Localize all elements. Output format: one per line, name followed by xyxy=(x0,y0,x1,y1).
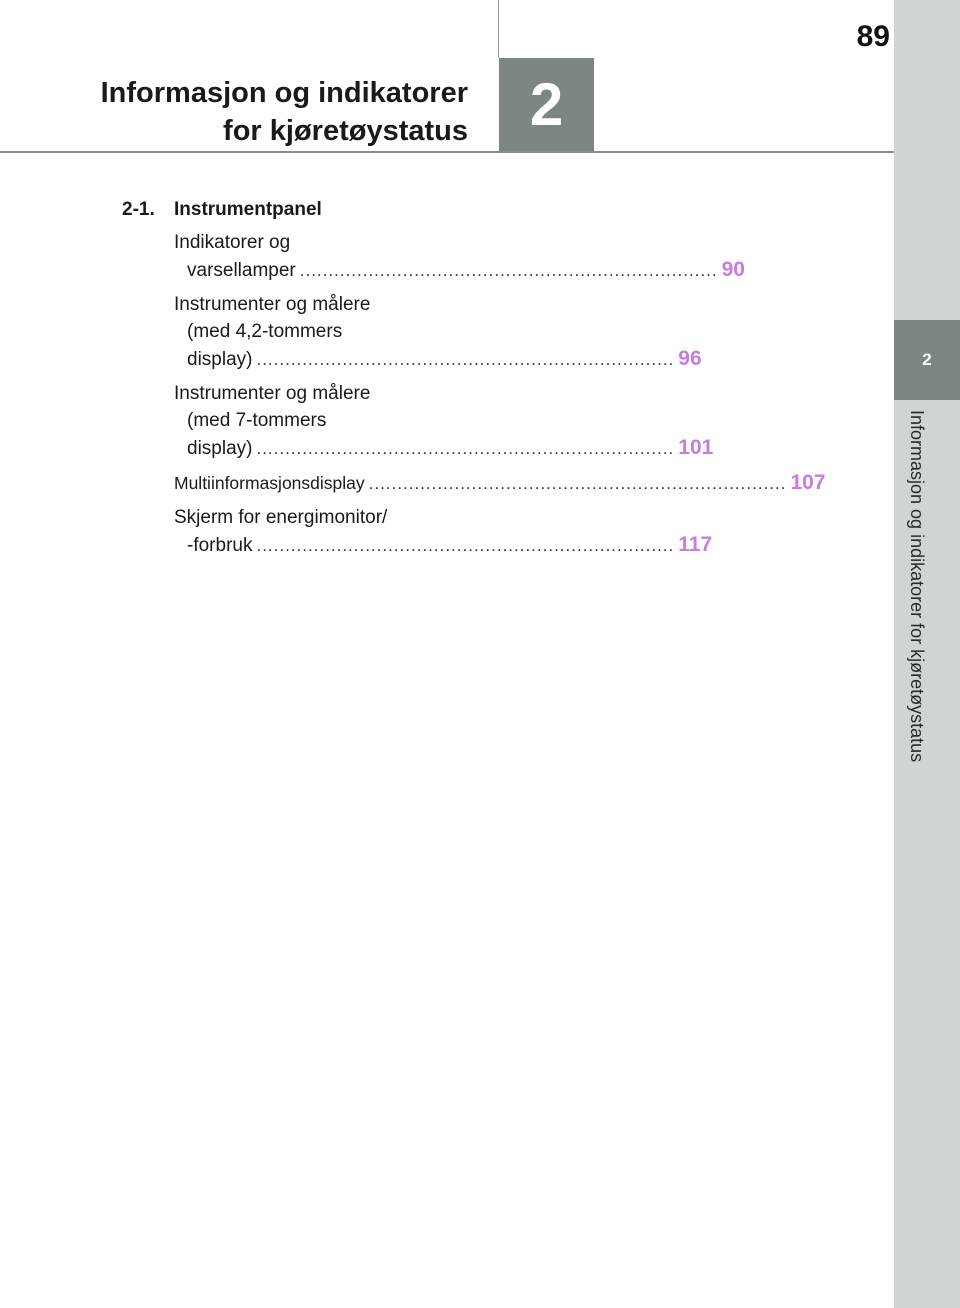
section-number: 2-1. xyxy=(122,199,155,220)
toc-page-ref[interactable]: 90 xyxy=(721,258,745,281)
toc-page-ref[interactable]: 96 xyxy=(678,347,702,370)
toc-entry-last-line xyxy=(174,434,714,462)
dot-leader: ......................................................................... xyxy=(256,439,675,458)
toc-entry-gauges-4-2[interactable] xyxy=(174,291,702,373)
side-tab-chapter-title: Informasjon og indikatorer for kjøretøystatus xyxy=(907,410,927,763)
toc-entry-gauges-7[interactable] xyxy=(174,380,714,462)
toc-entry-last-line xyxy=(174,469,826,497)
dot-leader: ......................................................................... xyxy=(256,350,675,369)
toc-entry-last-line xyxy=(174,531,713,559)
toc-entry-label: display) xyxy=(187,438,253,459)
chapter-title xyxy=(101,74,468,150)
chapter-title-line-2: for kjøretøystatus xyxy=(223,115,468,147)
toc-entry-line: (med 4,2-tommers xyxy=(187,321,343,342)
toc-entry-label: varsellamper xyxy=(187,260,296,281)
section-title: Instrumentpanel xyxy=(174,199,322,220)
toc-entry-energy-monitor[interactable] xyxy=(174,504,713,559)
header-divider-horizontal xyxy=(0,151,894,153)
page-number: 89 xyxy=(856,20,890,53)
chapter-number-box: 2 xyxy=(499,58,594,151)
dot-leader: ......................................................................... xyxy=(368,474,787,493)
toc-entry-label: -forbruk xyxy=(187,535,253,556)
toc-entry-line: Instrumenter og målere xyxy=(174,294,371,315)
toc-entry-line: Indikatorer og xyxy=(174,232,291,253)
toc-page-ref[interactable]: 117 xyxy=(678,533,713,556)
toc-entry-label: display) xyxy=(187,349,253,370)
header-divider-vertical xyxy=(498,0,499,58)
toc-entry-last-line xyxy=(174,256,745,284)
toc-entry-line: Instrumenter og målere xyxy=(174,383,371,404)
toc-entry-line: (med 7-tommers xyxy=(187,410,327,431)
toc-entry-last-line xyxy=(174,345,702,373)
dot-leader: ......................................................................... xyxy=(299,261,718,280)
chapter-title-line-1: Informasjon og indikatorer xyxy=(100,77,468,109)
table-of-contents xyxy=(122,197,826,566)
toc-entry-indicators[interactable] xyxy=(174,229,745,284)
toc-entry-line: Skjerm for energimonitor/ xyxy=(174,507,388,528)
dot-leader: ......................................................................... xyxy=(256,536,675,555)
toc-page-ref[interactable]: 101 xyxy=(678,436,714,459)
side-tab-chapter-number[interactable]: 2 xyxy=(894,320,960,400)
toc-entry-label: Multiinformasjonsdisplay xyxy=(174,473,365,493)
toc-page-ref[interactable]: 107 xyxy=(790,471,826,494)
section-heading xyxy=(122,197,462,223)
toc-entry-multi-info-display[interactable] xyxy=(174,469,826,497)
